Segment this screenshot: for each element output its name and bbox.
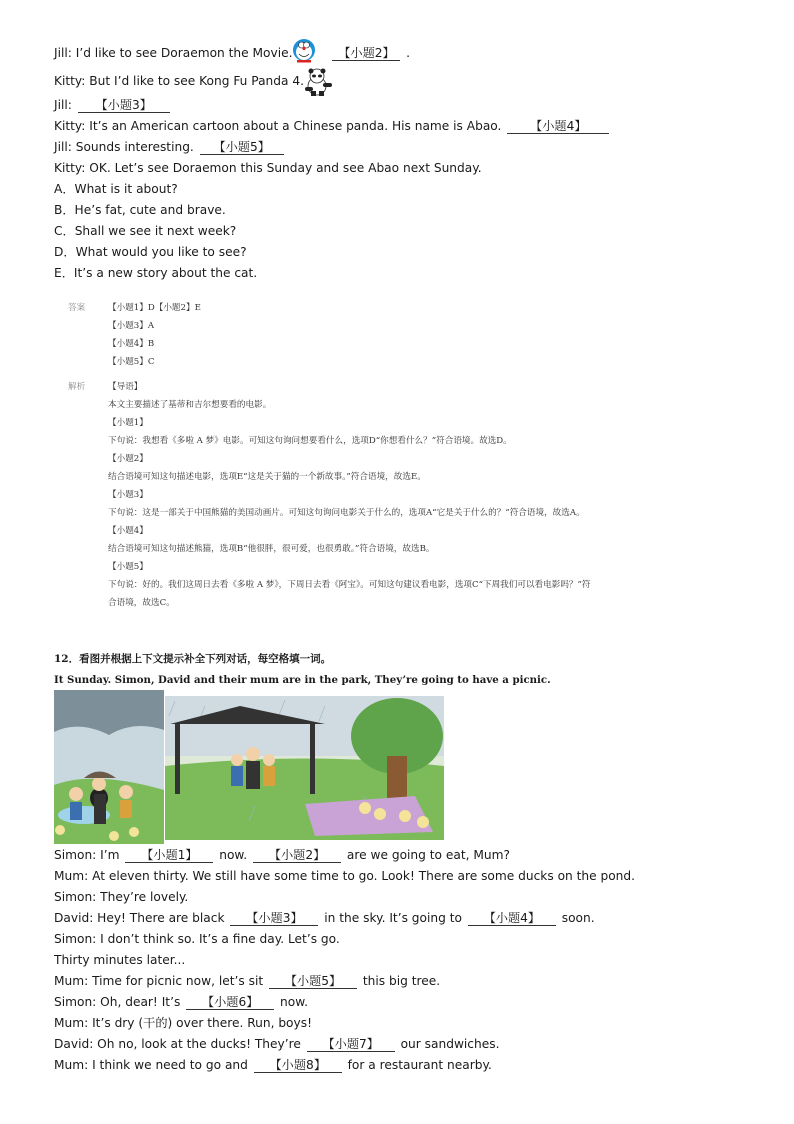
dialogue-text: Jill: I’d like to see Doraemon the Movie. [54, 46, 293, 60]
answer-blank[interactable]: 【小题3】 [78, 98, 170, 113]
dialogue-text: soon. [561, 911, 595, 925]
answer-blank[interactable]: 【小题5】 [200, 140, 284, 155]
picture-picnic-rain [165, 696, 444, 840]
dialogue-line-1 [54, 45, 410, 61]
answer-blank[interactable]: 【小题5】 [269, 974, 357, 989]
option-b: B．He’s fat, cute and brave. [54, 203, 226, 217]
option-c: C．Shall we see it next week? [54, 224, 237, 238]
dialogue-text: Mum: Time for picnic now, let’s sit [54, 974, 264, 988]
analysis-line: 【导语】 [108, 382, 143, 392]
kungfu-panda-icon [302, 67, 334, 97]
dialogue-text: our sandwiches. [400, 1037, 500, 1051]
answer-blank[interactable]: 【小题2】 [332, 46, 400, 61]
answer-blank[interactable]: 【小题6】 [186, 995, 274, 1010]
answer-line: 【小题1】D【小题2】E [108, 303, 201, 313]
dialogue-text: Mum: I think we need to go and [54, 1058, 248, 1072]
answer-line: 【小题4】B [108, 339, 155, 349]
option-d: D．What would you like to see? [54, 245, 247, 259]
dialogue-text: this big tree. [362, 974, 441, 988]
question-12-intro: It Sunday. Simon, David and their mum are in the park, They’re going to have a picnic. [54, 674, 551, 686]
dialogue2-line-1 [54, 847, 510, 863]
dialogue-text: are we going to eat, Mum? [346, 848, 510, 862]
dialogue2-line-2: Mum: At eleven thirty. We still have some time to go. Look! There are some ducks on the pond. [54, 869, 636, 883]
dialogue-text: Kitty: OK. Let’s see Doraemon this Sunday and see Abao next Sunday. [54, 161, 482, 175]
analysis-line: 本文主要描述了基蒂和吉尔想要看的电影。 [108, 400, 272, 410]
dialogue2-line-8 [54, 994, 308, 1010]
dialogue-text: Simon: Oh, dear! It’s [54, 995, 181, 1009]
analysis-line: 合语境，故选C。 [108, 598, 175, 608]
doraemon-icon [292, 38, 316, 64]
answer-blank[interactable]: 【小题3】 [230, 911, 318, 926]
question-12-title: 12．看图并根据上下文提示补全下列对话，每空格填一词。 [54, 653, 332, 665]
dialogue2-line-3: Simon: They’re lovely. [54, 890, 189, 904]
picture-family-walking [54, 690, 164, 844]
analysis-line: 【小题1】 [108, 418, 148, 428]
dialogue-text: Jill: Sounds interesting. [54, 140, 194, 154]
option-a: A．What is it about? [54, 182, 178, 196]
dialogue-text: Kitty: It’s an American cartoon about a Chinese panda. His name is Abao. [54, 119, 502, 133]
dialogue-text: David: Oh no, look at the ducks! They’re [54, 1037, 301, 1051]
dialogue2-line-10 [54, 1036, 499, 1052]
analysis-line: 下句说：我想看《多啦 A 梦》电影。可知这句询问想要看什么，选项D“你想看什么？”符合语境。故选D。 [108, 436, 512, 446]
analysis-line: 结合语境可知这句描述电影，选项E“这是关于猫的一个新故事。”符合语境，故选E。 [108, 472, 426, 482]
dialogue-text: David: Hey! There are black [54, 911, 225, 925]
analysis-line: 下句说：这是一部关于中国熊猫的美国动画片。可知这句询问电影关于什么的，选项A“它是关于什么的？”符合语境，故选A。 [108, 508, 585, 518]
dialogue-line-4 [54, 118, 611, 134]
dialogue-line-3 [54, 97, 172, 113]
dialogue2-line-7 [54, 973, 440, 989]
dialogue2-line-11 [54, 1057, 492, 1073]
dialogue2-line-4 [54, 910, 595, 926]
option-e: E．It’s a new story about the cat. [54, 266, 258, 280]
analysis-line: 【小题5】 [108, 562, 148, 572]
dialogue-text: in the sky. It’s going to [324, 911, 462, 925]
analysis-line: 【小题4】 [108, 526, 148, 536]
answer-blank[interactable]: 【小题1】 [125, 848, 213, 863]
dialogue-text: Kitty: But I’d like to see Kong Fu Panda 4. [54, 74, 304, 88]
dialogue-text: Simon: I’m [54, 848, 120, 862]
answer-blank[interactable]: 【小题7】 [307, 1037, 395, 1052]
answer-blank[interactable]: 【小题4】 [507, 119, 609, 134]
dialogue-line-6 [54, 160, 482, 176]
answer-label: 答案 [68, 303, 86, 313]
dialogue-text: now. [219, 848, 248, 862]
dialogue-text: for a restaurant nearby. [347, 1058, 492, 1072]
dialogue2-line-5: Simon: I don’t think so. It’s a fine day. Let’s go. [54, 932, 340, 946]
dialogue-text: . [406, 46, 410, 60]
analysis-line: 下句说：好的。我们这周日去看《多啦 A 梦》，下周日去看《阿宝》。可知这句建议看电影，选项C“下周我们可以看电影吗？”符 [108, 580, 591, 590]
dialogue-text: now. [280, 995, 308, 1009]
dialogue2-line-9: Mum: It’s dry (干的) over there. Run, boys! [54, 1016, 312, 1030]
dialogue-text: Jill: [54, 98, 72, 112]
answer-blank[interactable]: 【小题8】 [254, 1058, 342, 1073]
answer-line: 【小题3】A [108, 321, 155, 331]
dialogue-line-2 [54, 73, 304, 89]
dialogue2-line-6: Thirty minutes later... [54, 953, 186, 967]
analysis-line: 结合语境可知这句描述熊猫，选项B“他很胖，很可爱，也很勇敢。”符合语境，故选B。 [108, 544, 435, 554]
answer-blank[interactable]: 【小题2】 [253, 848, 341, 863]
analysis-line: 【小题3】 [108, 490, 148, 500]
analysis-label: 解析 [68, 382, 86, 392]
analysis-line: 【小题2】 [108, 454, 148, 464]
dialogue-line-5 [54, 139, 286, 155]
answer-line: 【小题5】C [108, 357, 155, 367]
answer-blank[interactable]: 【小题4】 [468, 911, 556, 926]
